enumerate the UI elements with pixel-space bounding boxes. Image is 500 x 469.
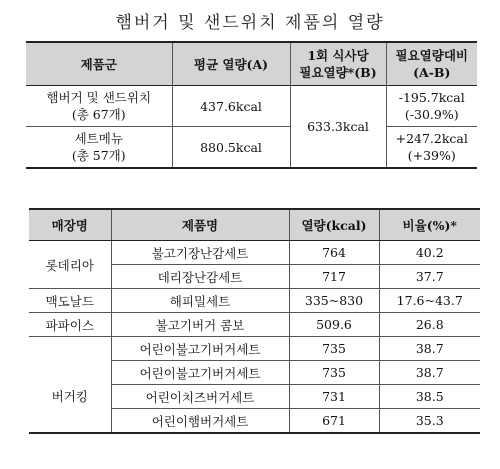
table-row [26, 86, 477, 127]
difference-cell [386, 127, 477, 169]
header-required-line2: 필요열량*(B) [299, 65, 377, 80]
product-name-cell: 어린이불고기버거세트 [111, 337, 289, 361]
kcal-cell: 731 [289, 385, 379, 409]
table-row [29, 313, 480, 337]
ratio-cell: 38.7 [379, 361, 480, 385]
difference-kcal: -195.7kcal [398, 90, 465, 105]
table-header-row [26, 42, 477, 86]
kcal-cell: 717 [289, 265, 379, 289]
header-difference-line1: 필요열량대비 [395, 48, 468, 63]
difference-pct: (+39%) [407, 148, 456, 163]
ratio-cell: 38.7 [379, 337, 480, 361]
kcal-cell: 764 [289, 241, 379, 265]
header-product: 제품명 [111, 209, 289, 241]
product-group-count: (총 57개) [71, 148, 126, 163]
table-row [29, 361, 480, 385]
product-name-cell: 불고기장난감세트 [111, 241, 289, 265]
ratio-cell: 17.6~43.7 [379, 289, 480, 313]
store-name-cell-empty [29, 337, 111, 361]
product-group-count: (총 67개) [71, 107, 126, 122]
header-difference [386, 42, 477, 86]
product-name-cell: 어린이치즈버거세트 [111, 385, 289, 409]
store-name-cell: 롯데리아 [29, 241, 111, 289]
header-difference-line2: (A-B) [413, 65, 451, 80]
kcal-cell: 735 [289, 337, 379, 361]
header-required-calorie [290, 42, 386, 86]
product-group-cell [26, 127, 172, 169]
kcal-cell: 509.6 [289, 313, 379, 337]
ratio-cell: 26.8 [379, 313, 480, 337]
header-store: 매장명 [29, 209, 111, 241]
header-ratio: 비율(%)* [379, 209, 480, 241]
header-kcal: 열량(kcal) [289, 209, 379, 241]
product-name-cell: 어린이불고기버거세트 [111, 361, 289, 385]
ratio-cell: 37.7 [379, 265, 480, 289]
page-title: 햄버거 및 샌드위치 제품의 열량 [115, 13, 385, 33]
product-name-cell: 데리장난감세트 [111, 265, 289, 289]
kcal-cell: 335~830 [289, 289, 379, 313]
table-row [29, 289, 480, 313]
ratio-cell: 40.2 [379, 241, 480, 265]
product-name-cell: 불고기버거 콤보 [111, 313, 289, 337]
avg-calorie-cell: 880.5kcal [172, 127, 290, 169]
product-name-cell: 해피밀세트 [111, 289, 289, 313]
table-row [26, 127, 477, 169]
header-product-group: 제품군 [26, 42, 172, 86]
difference-cell [386, 86, 477, 127]
kcal-cell: 735 [289, 361, 379, 385]
difference-kcal: +247.2kcal [395, 131, 468, 146]
kcal-cell: 671 [289, 409, 379, 434]
product-name-cell: 어린이햄버거세트 [111, 409, 289, 434]
header-avg-calorie: 평균 열량(A) [172, 42, 290, 86]
store-name-cell: 맥도날드 [29, 289, 111, 313]
required-calorie-cell: 633.3kcal [290, 86, 386, 169]
table-row [29, 241, 480, 265]
ratio-cell: 35.3 [415, 413, 444, 428]
difference-pct: (-30.9%) [404, 107, 459, 122]
kids-meal-calorie-table [29, 208, 480, 434]
product-group-name: 세트메뉴 [74, 131, 123, 146]
header-required-line1: 1회 식사당 [307, 48, 369, 63]
store-name-cell: 파파이스 [29, 313, 111, 337]
calorie-summary-table [26, 41, 477, 169]
product-group-name: 햄버거 및 샌드위치 [46, 90, 152, 105]
product-group-cell [26, 86, 172, 127]
table-header-row [29, 209, 480, 241]
avg-calorie-cell: 437.6kcal [172, 86, 290, 127]
table-row [29, 337, 480, 361]
store-name-cell: 버거킹 [29, 361, 111, 434]
ratio-cell: 38.5 [379, 385, 480, 409]
